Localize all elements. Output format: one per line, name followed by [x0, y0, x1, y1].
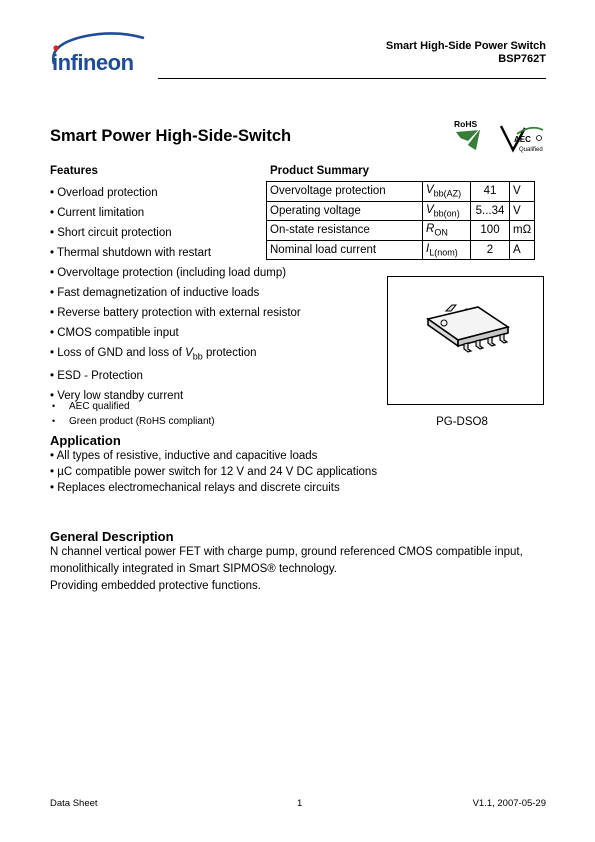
footer-page-number: 1	[297, 798, 303, 809]
general-description-heading: General Description	[50, 529, 174, 544]
list-item: • Fast demagnetization of inductive loads	[50, 287, 260, 299]
header-title-line1: Smart High-Side Power Switch	[385, 40, 546, 52]
table-cell: $V_{bb(on)}$	[423, 201, 471, 221]
list-item: • µC compatible power switch for 12 V and 24 V DC applications	[50, 466, 378, 478]
application-heading: Application	[50, 433, 121, 448]
list-item: • Replaces electromechanical relays and discrete circuits	[50, 482, 340, 494]
paragraph-line: N channel vertical power FET with charge pump, ground referenced CMOS compatible input,	[50, 546, 523, 558]
infineon-logo	[46, 30, 156, 80]
list-item: • All types of resistive, inductive and capacitive loads	[50, 450, 318, 462]
paragraph-line: Providing embedded protective functions.	[50, 580, 261, 592]
list-item: • Loss of GND and loss of $V_{bb}$ protection	[50, 347, 257, 362]
application-list	[50, 448, 377, 496]
table-row	[267, 182, 535, 202]
table-cell: $R_{ON}$	[423, 221, 471, 241]
list-item: • Thermal shutdown with restart	[50, 247, 212, 259]
list-item: • CMOS compatible input	[50, 327, 179, 339]
header-part-number: BSP762T	[498, 53, 546, 65]
aec-qualified-icon	[497, 120, 547, 156]
table-cell: 2	[471, 240, 510, 260]
list-item: • Short circuit protection	[50, 227, 172, 239]
features-heading: Features	[50, 165, 98, 177]
table-cell: V	[510, 182, 535, 202]
list-item: • Green product (RoHS compliant)	[52, 416, 215, 427]
product-summary-table	[266, 181, 535, 260]
package-label: PG-DSO8	[436, 416, 488, 428]
table-cell: $I_{L(nom)}$	[423, 240, 471, 260]
header-rule	[158, 78, 546, 79]
rohs-badge-icon	[450, 118, 490, 154]
qualification-list	[50, 399, 215, 429]
package-image-box	[387, 276, 544, 405]
list-item: • ESD - Protection	[50, 370, 143, 383]
paragraph-line: monolithically integrated in Smart SIPMOS® technology.	[50, 563, 337, 575]
package-dso8-icon	[388, 277, 543, 404]
table-cell: $V_{bb(AZ)}$	[423, 182, 471, 202]
table-cell: 5...34	[471, 201, 510, 221]
table-cell: Overvoltage protection	[267, 182, 423, 202]
aec-sublabel: Qualified	[519, 147, 543, 153]
list-item: • AEC qualified	[52, 401, 130, 412]
general-description-text	[50, 544, 555, 595]
header-title	[386, 40, 546, 66]
table-cell: On-state resistance	[267, 221, 423, 241]
footer-version: V1.1, 2007-05-29	[472, 798, 546, 809]
table-cell: A	[510, 240, 535, 260]
list-item: • Overvoltage protection (including load dump)	[50, 267, 287, 279]
list-item: • Current limitation	[50, 207, 145, 219]
features-list	[50, 183, 301, 406]
table-cell: 41	[471, 182, 510, 202]
table-cell: V	[510, 201, 535, 221]
table-cell: mΩ	[510, 221, 535, 241]
table-row	[267, 240, 535, 260]
list-item: • Very low standby current	[50, 390, 184, 403]
aec-label: AEC	[514, 135, 531, 144]
list-item: • Overload protection	[50, 187, 158, 199]
product-summary-heading: Product Summary	[270, 165, 370, 177]
table-cell: Operating voltage	[267, 201, 423, 221]
rohs-label: RoHS	[454, 119, 478, 129]
list-item: • Reverse battery protection with external resistor	[50, 307, 301, 319]
footer-doc-type: Data Sheet	[50, 798, 98, 809]
logo-text: infineon	[52, 50, 134, 75]
table-row	[267, 201, 535, 221]
table-cell: Nominal load current	[267, 240, 423, 260]
table-cell: 100	[471, 221, 510, 241]
document-title: Smart Power High-Side-Switch	[50, 127, 292, 145]
table-row	[267, 221, 535, 241]
